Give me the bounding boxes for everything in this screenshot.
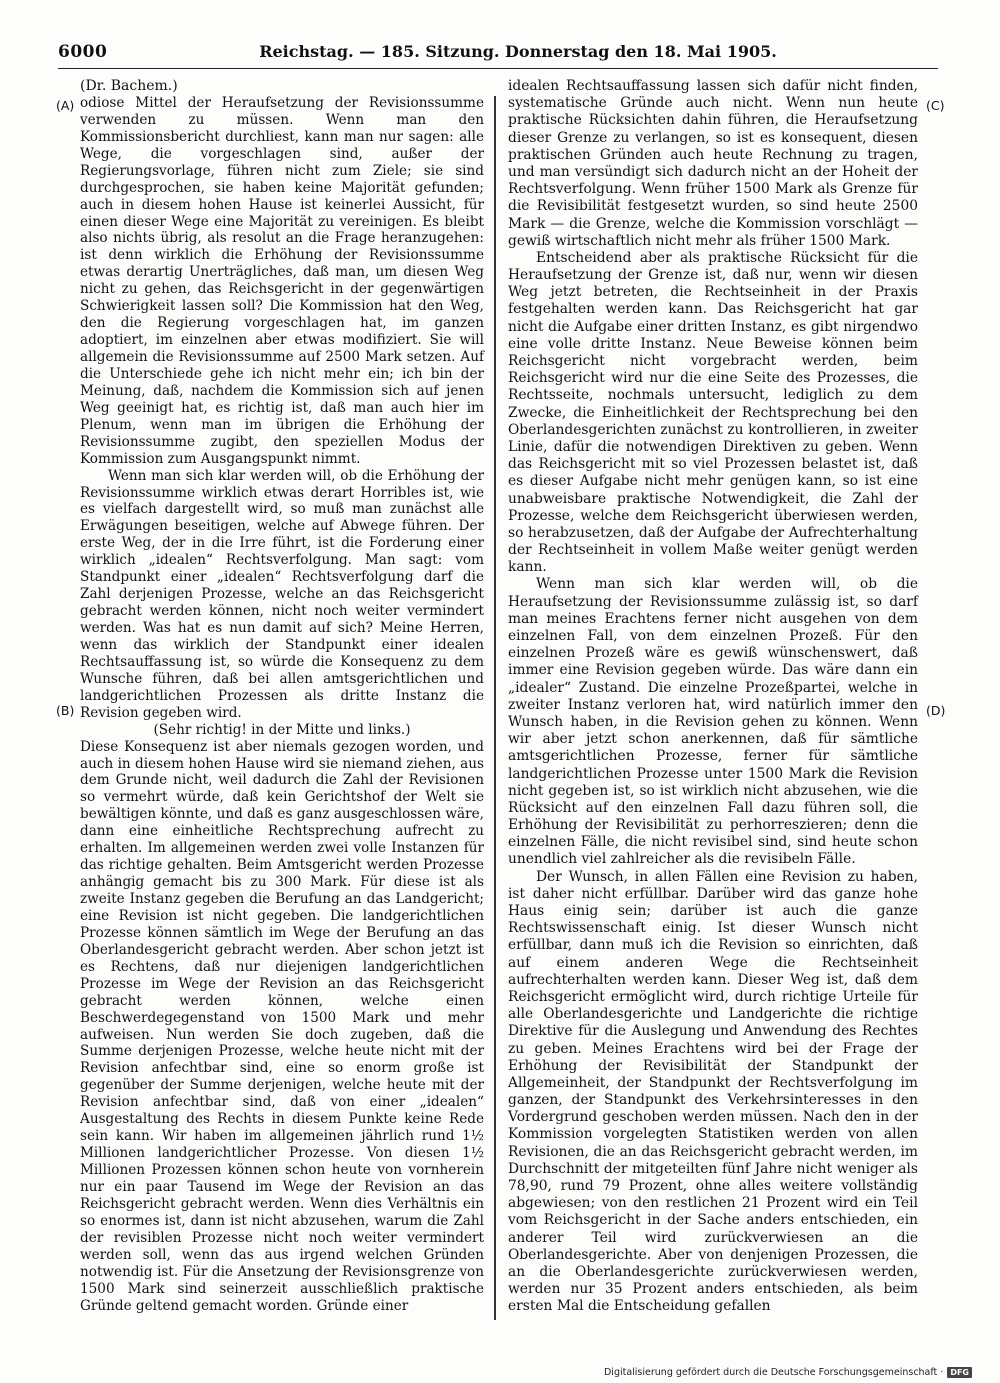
left-column bbox=[80, 78, 484, 1314]
column-divider bbox=[494, 96, 496, 1320]
margin-mark-b: (B) bbox=[56, 703, 75, 718]
paragraph: Entscheidend aber als praktische Rücksicht für die Heraufsetzung der Grenze ist, daß nur, wenn wir diesen Weg jetzt betreten, die Rechtseinheit in der Praxis festgehalten werden kann. Das Reichsgericht hat gar nicht die Aufgabe einer dritten Instanz, es gibt nirgendwo eine volle dritte Instanz. Neue Beweise können beim Reichsgericht nicht vorgebracht werden, beim Reichsgericht wird nur die eine Seite des Prozesses, die Rechtsseite, nochmals untersucht, lediglich zu dem Zwecke, die Einheitlichkeit der Rechtsprechung bei den Oberlandesgerichten zunächst zu kontrollieren, in zweiter Linie, dafür die notwendigen Direktiven zu geben. Wenn das Reichsgericht mit so viel Prozessen belastet ist, daß es dieser Aufgabe nicht mehr genügen kann, so ist eine unabweisbare praktische Notwendigkeit, die Zahl der Prozesse, welche dem Reichsgericht überwiesen werden, so herabzusetzen, daß der Aufgabe der Aufrechterhaltung der Rechtseinheit in vollem Maße weiter genügt werden kann. bbox=[508, 249, 918, 576]
paragraph: Wenn man sich klar werden will, ob die Erhöhung der Revisionssumme wirklich etwas derart Horribles ist, wie es vielfach dargestellt wird, so muß man zunächst alle Erwägungen beseitigen, welche auf Abwege führen. Der erste Weg, der in die Irre führt, ist die Forderung einer wirklich „idealen“ Rechtsverfolgung. Man sagt: vom Standpunkt einer „idealen“ Rechtsverfolgung darf die Zahl derjenigen Prozesse, welche an das Reichsgericht gebracht werden können, nicht noch weiter vermindert werden. Was hat es nun damit auf sich? Meine Herren, wenn das wirklich der Standpunkt einer idealen Rechtsauffassung ist, so würde die Konsequenz zu dem Wunsche führen, daß bei allen amtsgerichtlichen und landgerichtlichen Prozessen als dritte Instanz die Revision gegeben wird. bbox=[80, 467, 484, 721]
paragraph: Der Wunsch, in allen Fällen eine Revision zu haben, ist daher nicht erfüllbar. Darüber wird das ganze hohe Haus einig sein; darüber ist auch die ganze Rechtswissenschaft einig. Ist dieser Wunsch nicht erfüllbar, dann muß ich die Revision so einrichten, daß auf einem anderen Wege die Rechtseinheit aufrechterhalten werden kann. Dieser Weg ist, daß dem Reichsgericht ermöglicht wird, durch richtige Urteile für alle Oberlandesgerichte und Landgerichte die richtige Direktive für die Auslegung und Anwendung des Rechtes zu geben. Meines Erachtens wird bei der Frage der Erhöhung der Revisibilität der Standpunkt der Allgemeinheit, der Standpunkt der Rechtsverfolgung im ganzen, der Standpunkt des Verkehrsinteresses in den Vordergrund geschoben werden müssen. Nach den in der Kommission vorgelegten Statistiken werden von allen Revisionen, die an das Reichsgericht gebracht werden, im Durchschnitt der mitgeteilten fünf Jahre nicht weniger als 78,90, rund 79 Prozent, ohne alles weitere vollständig abgewiesen; von den restlichen 21 Prozent wird ein Teil vom Reichsgericht in der Sache anders entschieden, ein anderer Teil wird zurückverwiesen an die Oberlandesgerichte. Aber von denjenigen Prozessen, die an die Oberlandesgerichte zurückverwiesen werden, werden nur 35 Prozent anders entschieden, als beim ersten Mal die Entscheidung gefallen bbox=[508, 868, 918, 1315]
paragraph: Diese Konsequenz ist aber niemals gezogen worden, und auch in diesem hohen Hause wird sie niemand ziehen, aus dem Grunde nicht, weil dadurch die Zahl der Revisionen so vermehrt würde, daß kein Gerichtshof der Welt sie bewältigen könnte, und daß es ganz ausgeschlossen wäre, dann eine einheitliche Rechtsprechung aufrecht zu erhalten. Im allgemeinen werden zwei volle Instanzen für das richtige gehalten. Beim Amtsgericht werden Prozesse anhängig gemacht bis zu 300 Mark. Für diese ist als zweite Instanz gegeben die Berufung an das Landgericht; eine Revision ist nicht gegeben. Die landgerichtlichen Prozesse können sämtlich im Wege der Berufung an das Oberlandesgericht gebracht werden. Aber schon jetzt ist es Rechtens, daß nur diejenigen landgerichtlichen Prozesse im Wege der Revision an das Reichsgericht gebracht werden können, welche einen Beschwerdegegenstand von 1500 Mark und mehr aufweisen. Nun werden Sie doch zugeben, daß die Summe derjenigen Prozesse, welche heute nicht mit der Revision anfechtbar sind, eine so enorm große ist gegenüber der Summe derjenigen, welche heute mit der Revision anfechtbar sind, daß von einer „idealen“ Ausgestaltung des Rechts in diesem Punkte keine Rede sein kann. Wir haben im allgemeinen jährlich rund 1½ Millionen landgerichtlicher Prozesse. Von diesen 1½ Millionen Prozessen können schon heute von vornherein nur ein paar Tausend im Wege der Revision an das Reichsgericht gebracht werden. Wenn dies Verhältnis ein so enormes ist, dann ist nicht abzusehen, warum die Zahl der revisiblen Prozesse nicht noch weiter vermindert werden soll, wenn das aus irgend welchen Gründen notwendig ist. Für die Ansetzung der Revisionsgrenze von 1500 Mark sind seinerzeit ausschließlich praktische Gründe geltend gemacht worden. Gründe einer bbox=[80, 738, 484, 1314]
speaker-label: (Dr. Bachem.) bbox=[80, 78, 178, 94]
paragraph: odiose Mittel der Heraufsetzung der Revisionssumme verwenden zu müssen. Wenn man den Kommissionsbericht durchliest, kann man nur sagen: alle Wege, die vorgeschlagen sind, außer der Regierungsvorlage, führen nicht zum Ziele; sie sind durchgesprochen, sie haben keine Majorität gefunden; auch in diesem hohen Hause ist keinerlei Aussicht, für einen dieser Wege eine Majorität zu vereinigen. Es bleibt also nichts übrig, als resolut an die Frage heranzugehen: ist denn wirklich die Erhöhung der Revisionssumme etwas derartig Unerträgliches, daß man, um diesen Weg nicht zu gehen, das Reichsgericht in der gegenwärtigen Schwierigkeit lassen soll? Die Kommission hat den Weg, den die Regierung vorgeschlagen hat, im ganzen adoptiert, im einzelnen aber etwas modifiziert. Sie will allgemein die Revisionssumme auf 2500 Mark setzen. Auf die Unterschiede gehe ich nicht mehr ein; ich bin der Meinung, daß, nachdem die Kommission sich auf jenen Weg geeinigt hat, es richtig ist, daß man auch hier im Plenum, wenn man im übrigen die Erhöhung der Revisionssumme zugibt, den speziellen Modus der Kommission zum Ausgangspunkt nimmt. bbox=[80, 94, 484, 467]
dfg-logo: DFG bbox=[947, 1367, 972, 1378]
footer-text: Digitalisierung gefördert durch die Deutsche Forschungsgemeinschaft · bbox=[603, 1367, 944, 1378]
interjection: (Sehr richtig! in der Mitte und links.) bbox=[153, 721, 411, 738]
running-title: Reichstag. — 185. Sitzung. Donnerstag den 18. Mai 1905. bbox=[259, 42, 777, 61]
margin-mark-c: (C) bbox=[926, 98, 945, 113]
paragraph: Wenn man sich klar werden will, ob die Heraufsetzung der Revisionssumme zulässig ist, so darf man meines Erachtens ferner nicht ausgehen von dem einzelnen Fall, von dem einzelnen Prozeß. Für den einzelnen Prozeß wäre es gewiß wünschenswert, daß immer eine Revision gegeben würde. Das wäre dann ein „idealer“ Zustand. Die einzelne Prozeßpartei, welche in zweiter Instanz verloren hat, wird natürlich immer den Wunsch haben, in die Revision gehen zu können. Wenn wir aber jetzt schon anerkennen, daß für sämtliche amtsgerichtlichen Prozesse, ferner für sämtliche landgerichtlichen Prozesse unter 1500 Mark die Revision nicht gegeben ist, so ist wirklich nicht abzusehen, wie die Rücksicht auf den einzelnen Fall dazu führen soll, die Erhöhung der Revisibilität zu perhorreszieren; denn die einzelnen Fälle, die nicht revisibel sind, sind heute schon unendlich viel zahlreicher als die revisibeln Fälle. bbox=[508, 576, 918, 868]
digitization-footer bbox=[604, 1367, 972, 1378]
page-number: 6000 bbox=[58, 42, 108, 62]
paragraph: idealen Rechtsauffassung lassen sich dafür nicht finden, systematische Gründe auch nicht. Wenn nun heute praktische Rücksichten dahin führen, die Heraufsetzung dieser Grenze zu verlangen, so ist es konsequent, diesen praktischen Gründen auch heute Rechnung zu tragen, und man versündigt sich dadurch nicht an der Hoheit der Rechtsverfolgung. Wenn früher 1500 Mark als Grenze für die Revisibilität festgesetzt wurden, so sind heute 2500 Mark — die Grenze, welche die Kommission vorschlägt — gewiß wirtschaftlich nicht mehr als früher 1500 Mark. bbox=[508, 78, 918, 249]
page-header bbox=[58, 42, 938, 69]
right-column bbox=[508, 78, 918, 1316]
margin-mark-a: (A) bbox=[56, 98, 75, 113]
margin-mark-d: (D) bbox=[926, 703, 946, 718]
